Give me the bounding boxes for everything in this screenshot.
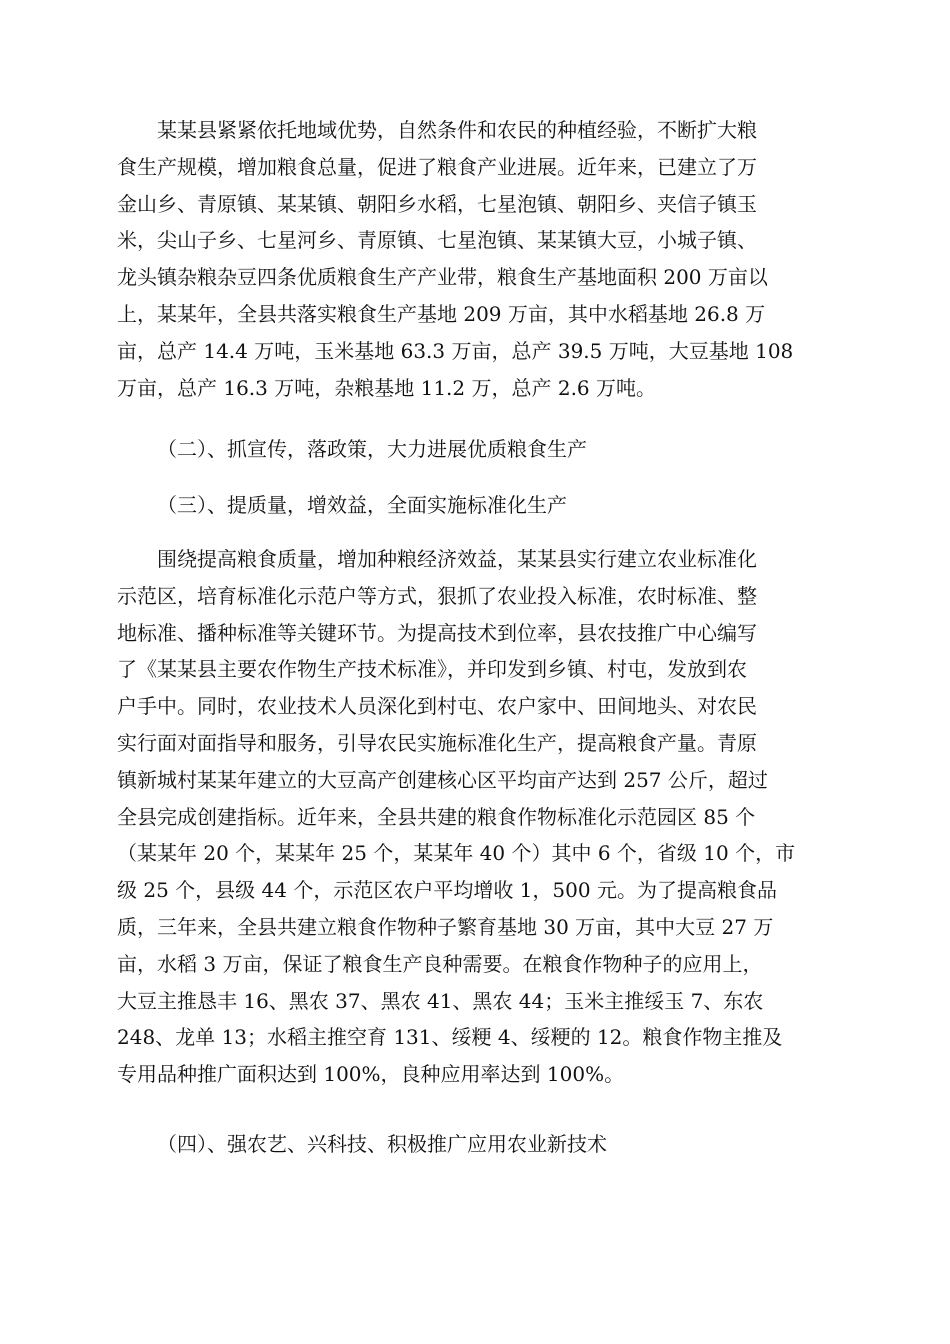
paragraph-body: [117, 541, 833, 1093]
paragraph-body: [117, 112, 833, 406]
text-line: 质，三年来，全县共建立粮食作物种子繁育基地 30 万亩，其中大豆 27 万: [117, 914, 774, 939]
text-line: 全县完成创建指标。近年来，全县共建的粮食作物标准化示范园区 85 个: [117, 804, 756, 829]
text-line: 地标准、播种标准等关键环节。为提高技术到位率，县农技推广中心编写: [117, 620, 757, 645]
section-heading-2: （二）、抓宣传，落政策，大力进展优质粮食生产: [157, 437, 587, 461]
text-line: 万亩，总产 16.3 万吨，杂粮基地 11.2 万，总产 2.6 万吨。: [117, 375, 657, 400]
text-line: 实行面对面指导和服务，引导农民实施标准化生产，提高粮食产量。青原: [117, 730, 757, 755]
text-line: 级 25 个，县级 44 个，示范区农户平均增收 1，500 元。为了提高粮食品: [117, 878, 777, 903]
text-line: 金山乡、青原镇、某某镇、朝阳乡水稻，七星泡镇、朝阳乡、夹信子镇玉: [117, 191, 757, 216]
text-line: 食生产规模，增加粮食总量，促进了粮食产业进展。近年来，已建立了万: [117, 154, 757, 179]
paragraph-standardization: [117, 541, 833, 1093]
paragraph-grain-base: [117, 112, 833, 406]
text-line: 大豆主推恳丰 16、黑农 37、黑农 41、黑农 44；玉米主推绥玉 7、东农: [117, 988, 764, 1013]
text-line: 248、龙单 13；水稻主推空育 131、绥粳 4、绥粳的 12。粮食作物主推及: [117, 1025, 783, 1050]
text-line: 亩，总产 14.4 万吨，玉米基地 63.3 万亩，总产 39.5 万吨，大豆基地 108: [117, 338, 794, 363]
text-line: 围绕提高粮食质量，增加种粮经济效益，某某县实行建立农业标准化: [157, 547, 757, 571]
text-line: 户手中。同时，农业技术人员深化到村屯、农户家中、田间地头、对农民: [117, 694, 757, 719]
text-line: 了《某某县主要农作物生产技术标准》，并印发到乡镇、村屯，发放到农: [117, 657, 747, 682]
text-line: 某某县紧紧依托地域优势，自然条件和农民的种植经验，不断扩大粮: [157, 118, 757, 142]
section-heading-3: （三）、提质量，增效益，全面实施标准化生产: [157, 493, 567, 517]
text-line: （某某年 20 个，某某年 25 个，某某年 40 个）其中 6 个，省级 10 个，市: [117, 841, 796, 866]
text-line: 示范区，培育标准化示范户等方式，狠抓了农业投入标准，农时标准、整: [117, 583, 757, 608]
text-line: 镇新城村某某年建立的大豆高产创建核心区平均亩产达到 257 公斤，超过: [117, 767, 768, 792]
text-line: 上，某某年，全县共落实粮食生产基地 209 万亩，其中水稻基地 26.8 万: [117, 301, 766, 326]
text-line: 米，尖山子乡、七星河乡、青原镇、七星泡镇、某某镇大豆，小城子镇、: [117, 228, 757, 253]
text-line: 亩，水稻 3 万亩，保证了粮食生产良种需要。在粮食作物种子的应用上，: [117, 951, 763, 976]
section-heading-4: （四）、强农艺、兴科技、积极推广应用农业新技术: [157, 1132, 607, 1156]
text-line: 专用品种推广面积达到 100%，良种应用率达到 100%。: [117, 1062, 625, 1087]
text-line: 龙头镇杂粮杂豆四条优质粮食生产产业带，粮食生产基地面积 200 万亩以: [117, 265, 768, 290]
